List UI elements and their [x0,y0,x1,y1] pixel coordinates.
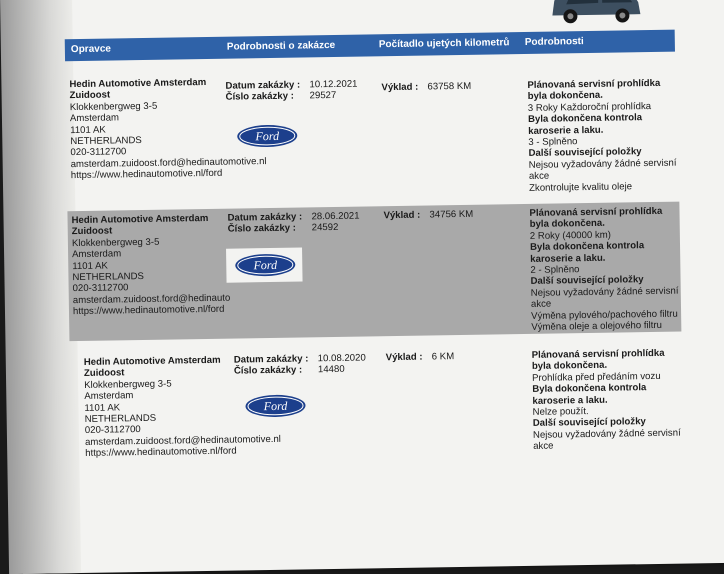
odometer-label: Výklad : [381,81,419,94]
order-number: 29527 [309,89,337,102]
dealer-phone: 020-3112700 [84,424,141,437]
odometer-value: 6 KM [431,351,455,363]
service-record [70,344,684,474]
dealer-country: NETHERLANDS [72,271,144,284]
dealer-city: Amsterdam [69,112,120,125]
dealer-street: Klokkenbergweg 3-5 [69,100,158,113]
dealer-email: amsterdam.zuidoost.ford@hedinautomotive.nl [70,155,267,170]
detail-body-title: Byla dokončena kontrola karoserie a laku. [529,240,645,265]
odometer-label: Výklad : [385,351,423,364]
ford-logo-icon [244,393,306,418]
detail-service-text: 3 Roky Každoroční prohlídka [527,100,652,114]
dealer-name: Hedin Automotive Amsterdam Zuidoost [83,354,221,380]
service-record [67,202,681,342]
detail-service-title: Plánovaná servisní prohlídka byla dokončena. [529,205,663,231]
van-image [546,0,643,26]
document-page [14,0,724,574]
ford-logo-icon [236,124,298,149]
dealer-email: amsterdam.zuidoost.ford@hedinautomotive.nl [84,433,281,448]
dealer-postcode: 1101 AK [84,402,121,414]
detail-related-text: Nejsou vyžadovány žádné servisní akce [532,427,681,453]
detail-service-title: Plánovaná servisní prohlídka byla dokončena. [531,347,665,373]
detail-body-title: Byla dokončena kontrola karoserie a laku. [532,382,647,407]
order-date: 28.06.2021 [311,210,360,223]
dealer-city: Amsterdam [72,248,122,261]
detail-service-text: 2 Roky (40000 km) [529,229,611,242]
dealer-email: amsterdam.zuidoost.ford@hedinauto [72,292,231,306]
odometer-label: Výklad : [383,209,421,222]
detail-service-title: Plánovaná servisní prohlídka byla dokončena. [527,77,661,103]
dealer-street: Klokkenbergweg 3-5 [71,236,160,249]
svg-text:Ford: Ford [255,128,280,144]
dealer-website: https://www.hedinautomotive.nl/ford [85,445,237,460]
dealer-country: NETHERLANDS [84,412,157,425]
dealer-country: NETHERLANDS [70,135,142,148]
header-odometer: Počítadlo ujetých kilometrů [378,37,510,51]
odometer-value: 34756 KM [429,208,474,221]
order-number-label: Číslo zakázky : [227,222,297,235]
header-order-details: Podrobnosti o zakázce [226,39,336,53]
order-date-label: Datum zakázky : [227,211,303,224]
service-record [65,66,679,204]
detail-related-text: Nejsou vyžadovány žádné servisní akce [528,157,677,183]
detail-service-text: Prohlídka před předáním vozu [532,370,661,384]
detail-related-title: Další související položky [530,274,644,288]
detail-extra-1: Zkontrolujte kvalitu oleje [529,180,633,194]
detail-extra-2: Výměna oleje a olejového filtru [531,319,663,333]
order-date: 10.08.2020 [317,352,366,365]
order-date-label: Datum zakázky : [225,79,301,92]
order-date-label: Datum zakázky : [233,353,309,366]
ford-logo-icon [234,253,296,278]
detail-body-text: 2 - Splněno [530,264,580,276]
dealer-city: Amsterdam [84,390,134,403]
detail-body-text: Nelze použít. [532,406,589,418]
dealer-phone: 020-3112700 [72,282,129,295]
order-number-label: Číslo zakázky : [225,90,294,103]
detail-related-title: Další související položky [532,416,646,430]
detail-related-text: Nejsou vyžadovány žádné servisní akce [530,285,679,311]
header-repairer: Opravce [70,43,111,56]
svg-text:Ford: Ford [253,257,278,273]
table-header [65,30,675,62]
dealer-website: https://www.hedinautomotive.nl/ford [72,303,225,318]
dealer-postcode: 1101 AK [72,260,108,272]
dealer-name: Hedin Automotive Amsterdam Zuidoost [69,76,207,102]
detail-extra-1: Výměna pylového/pachového filtru [531,308,678,322]
dealer-phone: 020-3112700 [70,146,127,159]
order-number: 14480 [317,363,345,376]
order-number: 24592 [311,221,339,234]
order-date: 10.12.2021 [309,78,358,91]
svg-text:Ford: Ford [263,398,288,414]
odometer-value: 63758 KM [427,80,472,93]
detail-body-title: Byla dokončena kontrola karoserie a laku. [527,112,643,137]
dealer-website: https://www.hedinautomotive.nl/ford [70,168,223,182]
dealer-postcode: 1101 AK [70,124,106,136]
detail-body-text: 3 - Splněno [528,136,578,148]
detail-related-title: Další související položky [528,146,642,160]
order-number-label: Číslo zakázky : [233,364,303,377]
header-details: Podrobnosti [524,36,584,48]
dealer-street: Klokkenbergweg 3-5 [84,378,172,391]
dealer-name: Hedin Automotive Amsterdam Zuidoost [71,212,209,238]
